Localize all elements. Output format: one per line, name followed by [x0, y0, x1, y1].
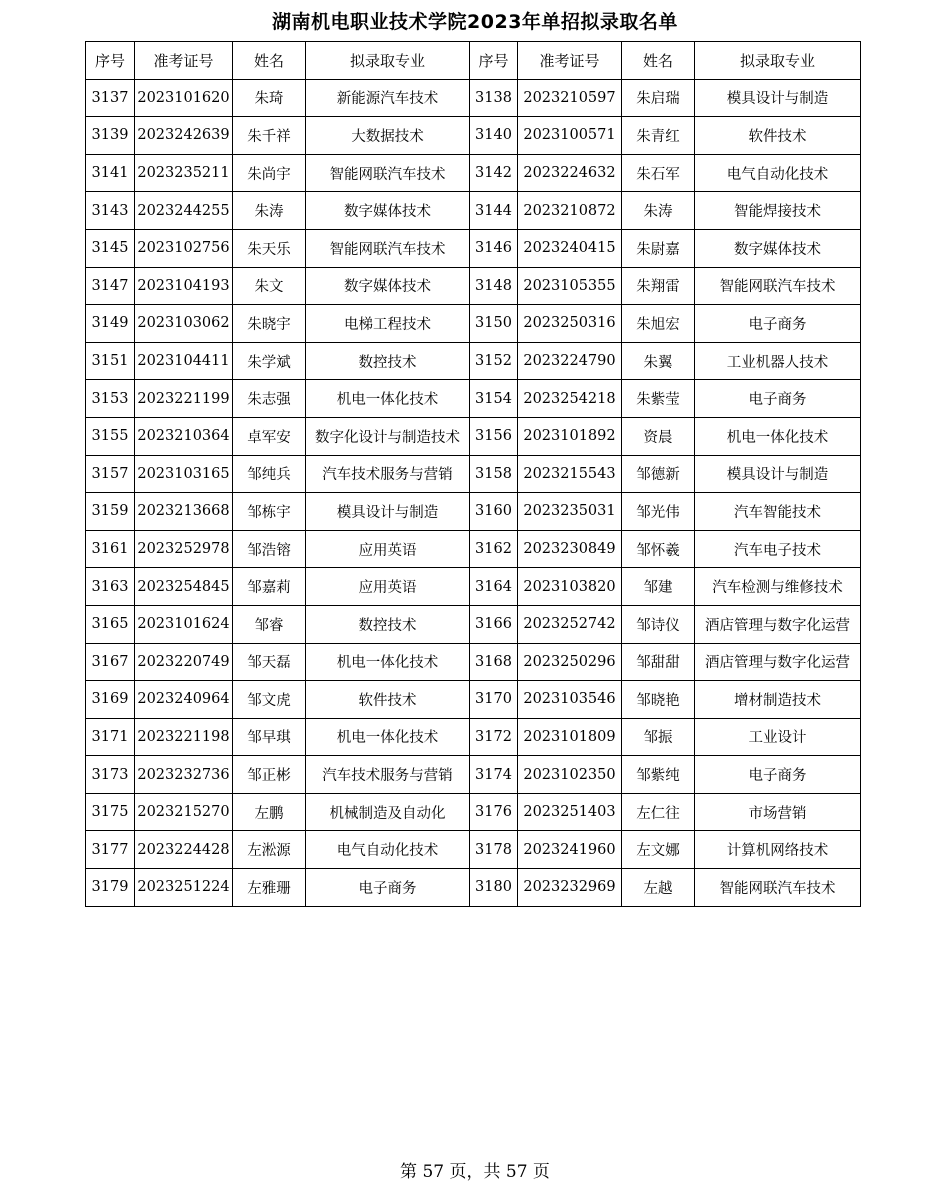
cell-name: 左雅珊 [233, 869, 306, 907]
cell-exam-id: 2023104411 [135, 342, 233, 380]
cell-major: 应用英语 [306, 568, 470, 606]
cell-exam-id: 2023251224 [135, 869, 233, 907]
cell-exam-id: 2023254218 [518, 380, 622, 418]
cell-major: 电子商务 [695, 756, 861, 794]
cell-major: 数字化设计与制造技术 [306, 417, 470, 455]
header-cell-seq: 序号 [86, 42, 135, 80]
cell-major: 大数据技术 [306, 117, 470, 155]
cell-exam-id: 2023105355 [518, 267, 622, 305]
table-row [86, 756, 861, 794]
table-row [86, 831, 861, 869]
cell-name: 邹正彬 [233, 756, 306, 794]
cell-name: 邹诗仪 [622, 605, 695, 643]
table-header-row [86, 42, 861, 80]
table-row [86, 793, 861, 831]
cell-exam-id: 2023235031 [518, 493, 622, 531]
cell-major: 工业设计 [695, 718, 861, 756]
table-body [86, 42, 861, 907]
cell-name: 朱晓宇 [233, 305, 306, 343]
cell-exam-id: 2023104193 [135, 267, 233, 305]
cell-major: 智能网联汽车技术 [306, 154, 470, 192]
cell-exam-id: 2023103165 [135, 455, 233, 493]
cell-name: 朱尉嘉 [622, 229, 695, 267]
cell-name: 邹德新 [622, 455, 695, 493]
cell-name: 资晨 [622, 417, 695, 455]
cell-major: 汽车智能技术 [695, 493, 861, 531]
table-row [86, 493, 861, 531]
cell-major: 模具设计与制造 [695, 79, 861, 117]
table-row [86, 117, 861, 155]
cell-exam-id: 2023241960 [518, 831, 622, 869]
cell-major: 市场营销 [695, 793, 861, 831]
cell-name: 朱石军 [622, 154, 695, 192]
cell-seq: 3157 [86, 455, 135, 493]
cell-name: 朱天乐 [233, 229, 306, 267]
cell-exam-id: 2023210872 [518, 192, 622, 230]
cell-name: 邹文虎 [233, 681, 306, 719]
cell-seq: 3161 [86, 530, 135, 568]
cell-name: 朱学斌 [233, 342, 306, 380]
cell-name: 左仁往 [622, 793, 695, 831]
table-row [86, 869, 861, 907]
cell-exam-id: 2023254845 [135, 568, 233, 606]
cell-major: 工业机器人技术 [695, 342, 861, 380]
cell-name: 邹天磊 [233, 643, 306, 681]
cell-name: 邹栋宇 [233, 493, 306, 531]
cell-major: 模具设计与制造 [695, 455, 861, 493]
cell-name: 朱翔雷 [622, 267, 695, 305]
cell-seq: 3159 [86, 493, 135, 531]
cell-seq: 3146 [470, 229, 518, 267]
cell-major: 机电一体化技术 [306, 718, 470, 756]
cell-exam-id: 2023101809 [518, 718, 622, 756]
cell-major: 机电一体化技术 [695, 417, 861, 455]
cell-seq: 3166 [470, 605, 518, 643]
table-row [86, 681, 861, 719]
cell-exam-id: 2023240964 [135, 681, 233, 719]
cell-exam-id: 2023210364 [135, 417, 233, 455]
cell-major: 模具设计与制造 [306, 493, 470, 531]
cell-seq: 3170 [470, 681, 518, 719]
cell-seq: 3155 [86, 417, 135, 455]
cell-exam-id: 2023101892 [518, 417, 622, 455]
header-cell-name: 姓名 [233, 42, 306, 80]
table-row [86, 154, 861, 192]
cell-seq: 3179 [86, 869, 135, 907]
cell-name: 邹纯兵 [233, 455, 306, 493]
cell-name: 邹晓艳 [622, 681, 695, 719]
table-row [86, 380, 861, 418]
cell-name: 朱尚宇 [233, 154, 306, 192]
cell-major: 汽车技术服务与营销 [306, 455, 470, 493]
header-cell-exam-id: 准考证号 [518, 42, 622, 80]
cell-name: 朱青红 [622, 117, 695, 155]
cell-major: 智能网联汽车技术 [695, 869, 861, 907]
cell-name: 朱紫莹 [622, 380, 695, 418]
header-cell-major: 拟录取专业 [695, 42, 861, 80]
cell-name: 邹睿 [233, 605, 306, 643]
table-row [86, 455, 861, 493]
table-row [86, 305, 861, 343]
cell-seq: 3164 [470, 568, 518, 606]
cell-exam-id: 2023101624 [135, 605, 233, 643]
cell-seq: 3162 [470, 530, 518, 568]
table-row [86, 342, 861, 380]
cell-exam-id: 2023210597 [518, 79, 622, 117]
cell-seq: 3137 [86, 79, 135, 117]
cell-major: 智能焊接技术 [695, 192, 861, 230]
cell-name: 朱翼 [622, 342, 695, 380]
cell-exam-id: 2023252742 [518, 605, 622, 643]
cell-seq: 3174 [470, 756, 518, 794]
cell-name: 邹早琪 [233, 718, 306, 756]
cell-major: 数字媒体技术 [306, 267, 470, 305]
cell-major: 酒店管理与数字化运营 [695, 643, 861, 681]
cell-seq: 3160 [470, 493, 518, 531]
cell-seq: 3158 [470, 455, 518, 493]
table-row [86, 229, 861, 267]
cell-seq: 3138 [470, 79, 518, 117]
cell-name: 左淞源 [233, 831, 306, 869]
cell-seq: 3163 [86, 568, 135, 606]
cell-major: 智能网联汽车技术 [306, 229, 470, 267]
cell-seq: 3140 [470, 117, 518, 155]
cell-seq: 3147 [86, 267, 135, 305]
cell-exam-id: 2023230849 [518, 530, 622, 568]
cell-major: 软件技术 [695, 117, 861, 155]
cell-exam-id: 2023232969 [518, 869, 622, 907]
cell-major: 软件技术 [306, 681, 470, 719]
cell-exam-id: 2023100571 [518, 117, 622, 155]
header-cell-seq: 序号 [470, 42, 518, 80]
page-footer: 第 57 页，共 57 页 [400, 1162, 550, 1182]
cell-seq: 3154 [470, 380, 518, 418]
cell-seq: 3152 [470, 342, 518, 380]
cell-name: 左越 [622, 869, 695, 907]
cell-exam-id: 2023221199 [135, 380, 233, 418]
cell-major: 机电一体化技术 [306, 643, 470, 681]
cell-major: 应用英语 [306, 530, 470, 568]
header-cell-name: 姓名 [622, 42, 695, 80]
cell-exam-id: 2023103820 [518, 568, 622, 606]
table-row [86, 192, 861, 230]
cell-major: 数字媒体技术 [306, 192, 470, 230]
cell-seq: 3148 [470, 267, 518, 305]
cell-exam-id: 2023250296 [518, 643, 622, 681]
cell-major: 电子商务 [695, 305, 861, 343]
table-row [86, 530, 861, 568]
cell-seq: 3180 [470, 869, 518, 907]
cell-name: 邹紫纯 [622, 756, 695, 794]
cell-exam-id: 2023244255 [135, 192, 233, 230]
cell-seq: 3176 [470, 793, 518, 831]
cell-major: 电子商务 [306, 869, 470, 907]
cell-seq: 3142 [470, 154, 518, 192]
cell-name: 朱琦 [233, 79, 306, 117]
cell-exam-id: 2023102756 [135, 229, 233, 267]
cell-seq: 3150 [470, 305, 518, 343]
cell-name: 朱旭宏 [622, 305, 695, 343]
cell-name: 邹怀羲 [622, 530, 695, 568]
cell-major: 增材制造技术 [695, 681, 861, 719]
cell-name: 邹浩镕 [233, 530, 306, 568]
table-row [86, 267, 861, 305]
cell-major: 汽车检测与维修技术 [695, 568, 861, 606]
header-cell-major: 拟录取专业 [306, 42, 470, 80]
cell-major: 电气自动化技术 [695, 154, 861, 192]
cell-major: 汽车电子技术 [695, 530, 861, 568]
cell-major: 新能源汽车技术 [306, 79, 470, 117]
table-row [86, 79, 861, 117]
cell-exam-id: 2023224428 [135, 831, 233, 869]
cell-seq: 3165 [86, 605, 135, 643]
cell-major: 数控技术 [306, 342, 470, 380]
page-title: 湖南机电职业技术学院2023年单招拟录取名单 [272, 11, 678, 33]
cell-name: 朱文 [233, 267, 306, 305]
cell-seq: 3168 [470, 643, 518, 681]
cell-exam-id: 2023235211 [135, 154, 233, 192]
cell-name: 朱千祥 [233, 117, 306, 155]
cell-major: 汽车技术服务与营销 [306, 756, 470, 794]
cell-seq: 3149 [86, 305, 135, 343]
cell-name: 左文娜 [622, 831, 695, 869]
cell-major: 数字媒体技术 [695, 229, 861, 267]
cell-seq: 3173 [86, 756, 135, 794]
cell-seq: 3144 [470, 192, 518, 230]
cell-exam-id: 2023240415 [518, 229, 622, 267]
table-row [86, 643, 861, 681]
cell-name: 邹嘉莉 [233, 568, 306, 606]
table-row [86, 718, 861, 756]
cell-name: 邹光伟 [622, 493, 695, 531]
cell-exam-id: 2023215543 [518, 455, 622, 493]
cell-major: 数控技术 [306, 605, 470, 643]
cell-major: 电气自动化技术 [306, 831, 470, 869]
header-cell-exam-id: 准考证号 [135, 42, 233, 80]
cell-exam-id: 2023251403 [518, 793, 622, 831]
cell-exam-id: 2023224632 [518, 154, 622, 192]
cell-major: 机械制造及自动化 [306, 793, 470, 831]
table-row [86, 417, 861, 455]
cell-exam-id: 2023102350 [518, 756, 622, 794]
cell-seq: 3171 [86, 718, 135, 756]
cell-exam-id: 2023101620 [135, 79, 233, 117]
cell-major: 计算机网络技术 [695, 831, 861, 869]
table-row [86, 568, 861, 606]
cell-exam-id: 2023242639 [135, 117, 233, 155]
cell-name: 左鹏 [233, 793, 306, 831]
cell-seq: 3141 [86, 154, 135, 192]
cell-seq: 3151 [86, 342, 135, 380]
cell-exam-id: 2023220749 [135, 643, 233, 681]
cell-seq: 3167 [86, 643, 135, 681]
cell-name: 邹甜甜 [622, 643, 695, 681]
cell-seq: 3169 [86, 681, 135, 719]
cell-seq: 3172 [470, 718, 518, 756]
admission-table [85, 41, 861, 907]
cell-name: 朱涛 [233, 192, 306, 230]
cell-major: 智能网联汽车技术 [695, 267, 861, 305]
cell-exam-id: 2023224790 [518, 342, 622, 380]
cell-seq: 3139 [86, 117, 135, 155]
cell-name: 朱志强 [233, 380, 306, 418]
cell-seq: 3178 [470, 831, 518, 869]
cell-seq: 3143 [86, 192, 135, 230]
cell-exam-id: 2023103546 [518, 681, 622, 719]
cell-exam-id: 2023252978 [135, 530, 233, 568]
cell-major: 电梯工程技术 [306, 305, 470, 343]
cell-seq: 3153 [86, 380, 135, 418]
cell-seq: 3145 [86, 229, 135, 267]
cell-major: 机电一体化技术 [306, 380, 470, 418]
cell-name: 邹振 [622, 718, 695, 756]
cell-exam-id: 2023103062 [135, 305, 233, 343]
cell-major: 酒店管理与数字化运营 [695, 605, 861, 643]
cell-exam-id: 2023232736 [135, 756, 233, 794]
cell-exam-id: 2023213668 [135, 493, 233, 531]
cell-name: 邹建 [622, 568, 695, 606]
cell-seq: 3177 [86, 831, 135, 869]
cell-exam-id: 2023250316 [518, 305, 622, 343]
cell-major: 电子商务 [695, 380, 861, 418]
cell-seq: 3175 [86, 793, 135, 831]
cell-name: 朱启瑞 [622, 79, 695, 117]
cell-exam-id: 2023221198 [135, 718, 233, 756]
cell-name: 朱涛 [622, 192, 695, 230]
cell-name: 卓军安 [233, 417, 306, 455]
cell-seq: 3156 [470, 417, 518, 455]
cell-exam-id: 2023215270 [135, 793, 233, 831]
table-row [86, 605, 861, 643]
